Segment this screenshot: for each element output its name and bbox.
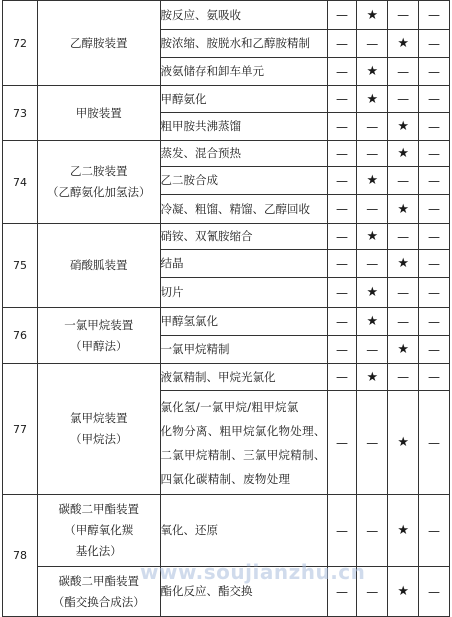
mark-col-2: — [357, 567, 388, 617]
table-row [3, 224, 450, 250]
unit-name [38, 141, 160, 224]
mark-col-3: ★ [388, 195, 419, 224]
unit-name-line: （乙醇氨化加氢法） [47, 185, 151, 199]
mark-col-1: — [327, 167, 357, 195]
mark-col-1: — [327, 336, 357, 364]
mark-col-4: — [419, 336, 450, 364]
mark-col-3: ★ [388, 30, 419, 58]
item-number: 76 [3, 308, 38, 364]
mark-col-3: — [388, 308, 419, 336]
mark-col-3: ★ [388, 250, 419, 278]
process-name: 粗甲胺共沸蒸馏 [160, 113, 327, 141]
unit-name [38, 567, 160, 617]
item-number: 77 [3, 364, 38, 495]
unit-name-line: 碳酸二甲酯装置 [58, 502, 140, 516]
unit-name: 甲胺装置 [38, 86, 160, 141]
mark-col-3: ★ [388, 141, 419, 167]
mark-col-4: — [419, 250, 450, 278]
mark-col-2: — [357, 250, 388, 278]
mark-col-3: — [388, 1, 419, 30]
item-number: 73 [3, 86, 38, 141]
mark-col-2: — [357, 391, 388, 495]
mark-col-3: — [388, 278, 419, 308]
mark-col-1: — [327, 308, 357, 336]
table-row [3, 86, 450, 113]
mark-col-1: — [327, 495, 357, 567]
mark-col-1: — [327, 30, 357, 58]
mark-col-4: — [419, 391, 450, 495]
table-row [3, 364, 450, 391]
unit-name: 乙醇胺装置 [38, 1, 160, 86]
mark-col-4: — [419, 58, 450, 86]
unit-name: 硝酸胍装置 [38, 224, 160, 308]
mark-col-2: ★ [357, 1, 388, 30]
mark-col-3: ★ [388, 113, 419, 141]
mark-col-3: ★ [388, 495, 419, 567]
mark-col-3: — [388, 86, 419, 113]
process-name: 胺反应、氨吸收 [160, 1, 327, 30]
mark-col-4: — [419, 364, 450, 391]
mark-col-3: — [388, 167, 419, 195]
mark-col-4: — [419, 167, 450, 195]
mark-col-2: — [357, 141, 388, 167]
mark-col-1: — [327, 1, 357, 30]
process-name: 冷凝、粗馏、精馏、乙醇回收 [160, 195, 327, 224]
mark-col-4: — [419, 495, 450, 567]
unit-name-line: 一氯甲烷装置 [64, 317, 134, 332]
mark-col-4: — [419, 113, 450, 141]
process-table [2, 0, 450, 617]
item-number: 78 [3, 495, 38, 617]
process-name: 乙二胺合成 [160, 167, 327, 195]
mark-col-4: — [419, 30, 450, 58]
item-number: 74 [3, 141, 38, 224]
process-name: 液氨储存和卸车单元 [160, 58, 327, 86]
mark-col-2: — [357, 495, 388, 567]
unit-name-line: 乙二胺装置 [70, 164, 128, 178]
mark-col-1: — [327, 250, 357, 278]
mark-col-1: — [327, 113, 357, 141]
mark-col-2: — [357, 336, 388, 364]
process-name: 蒸发、混合预热 [160, 141, 327, 167]
process-name-line: 二氯甲烷精制、三氯甲烷精制、 [160, 447, 326, 462]
process-name-line: 氯化氢/一氯甲烷/粗甲烷氯 [160, 399, 299, 414]
mark-col-3: — [388, 364, 419, 391]
process-name-line: 四氯化碳精制、废物处理 [160, 471, 291, 486]
mark-col-1: — [327, 224, 357, 250]
mark-col-4: — [419, 278, 450, 308]
mark-col-4: — [419, 141, 450, 167]
mark-col-2: ★ [357, 224, 388, 250]
mark-col-2: ★ [357, 86, 388, 113]
table-row [3, 567, 450, 617]
mark-col-1: — [327, 567, 357, 617]
table-row [3, 308, 450, 336]
mark-col-1: — [327, 364, 357, 391]
table-row [3, 1, 450, 30]
item-number: 72 [3, 1, 38, 86]
mark-col-2: — [357, 113, 388, 141]
mark-col-4: — [419, 1, 450, 30]
mark-col-4: — [419, 224, 450, 250]
mark-col-2: ★ [357, 167, 388, 195]
unit-name-line: （甲醇法） [70, 338, 128, 353]
mark-col-2: — [357, 195, 388, 224]
unit-name-line: 基化法） [75, 544, 122, 558]
process-name: 一氯甲烷精制 [160, 336, 327, 364]
process-name: 甲醇氢氯化 [160, 308, 327, 336]
process-name: 氧化、还原 [160, 495, 327, 567]
process-name: 液氯精制、甲烷光氯化 [160, 364, 327, 391]
unit-name-line: 碳酸二甲酯装置 [58, 573, 140, 588]
table-row [3, 141, 450, 167]
mark-col-3: ★ [388, 336, 419, 364]
mark-col-2: — [357, 30, 388, 58]
mark-col-1: — [327, 195, 357, 224]
mark-col-2: ★ [357, 58, 388, 86]
mark-col-1: — [327, 278, 357, 308]
mark-col-2: ★ [357, 308, 388, 336]
mark-col-3: — [388, 58, 419, 86]
mark-col-1: — [327, 58, 357, 86]
mark-col-4: — [419, 308, 450, 336]
mark-col-4: — [419, 567, 450, 617]
process-name-line: 化物分离、粗甲烷氯化物处理、 [160, 423, 326, 438]
unit-name [38, 364, 160, 495]
process-name: 甲醇氨化 [160, 86, 327, 113]
unit-name [38, 495, 160, 567]
mark-col-1: — [327, 141, 357, 167]
mark-col-4: — [419, 195, 450, 224]
process-name: 切片 [160, 278, 327, 308]
unit-name-line: （甲醇氧化羰 [64, 523, 134, 537]
mark-col-2: ★ [357, 364, 388, 391]
mark-col-4: — [419, 86, 450, 113]
unit-name-line: （甲烷法） [70, 432, 128, 446]
unit-name [38, 308, 160, 364]
process-name [160, 391, 327, 495]
unit-name-line: 氯甲烷装置 [70, 411, 128, 425]
mark-col-3: ★ [388, 567, 419, 617]
mark-col-3: ★ [388, 391, 419, 495]
process-name: 硝铵、双氰胺缩合 [160, 224, 327, 250]
process-name: 酯化反应、酯交换 [160, 567, 327, 617]
watermark: www.soujianzhu.cn [140, 560, 366, 584]
table-row [3, 495, 450, 567]
mark-col-1: — [327, 86, 357, 113]
mark-col-1: — [327, 391, 357, 495]
item-number: 75 [3, 224, 38, 308]
mark-col-2: ★ [357, 278, 388, 308]
unit-name-line: （酯交换合成法） [52, 594, 145, 609]
mark-col-3: — [388, 224, 419, 250]
process-name: 胺浓缩、胺脱水和乙醇胺精制 [160, 30, 327, 58]
process-name: 结晶 [160, 250, 327, 278]
